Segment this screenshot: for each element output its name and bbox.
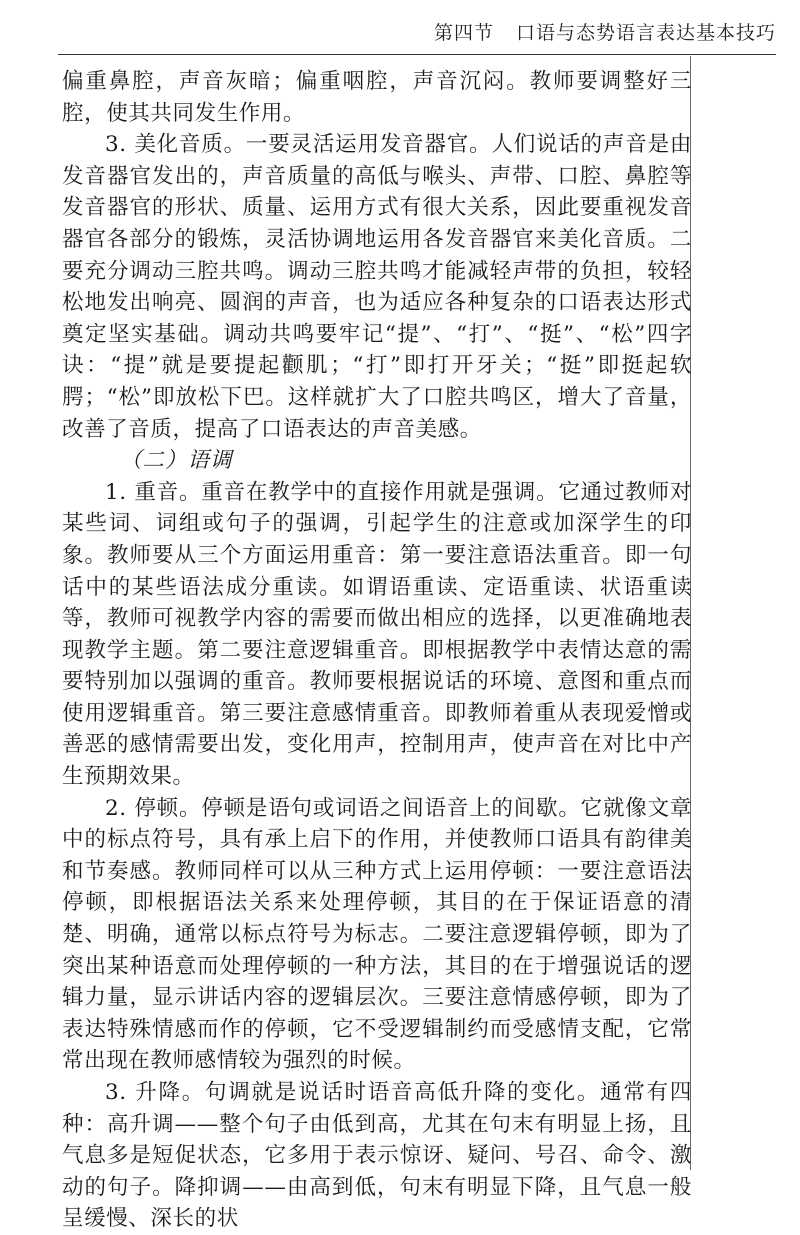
page-body <box>62 66 692 1235</box>
header-rule <box>58 54 776 55</box>
paragraph-rise-fall: 3. 升降。句调就是说话时语音高低升降的变化。通常有四种：高升调——整个句子由低到高，尤其在句末有明显上扬，且气息多是短促状态，它多用于表示惊讶、疑问、号召、命令、激动的句子。降抑调——由高到低，句末有明显下降，且气息一般呈缓慢、深长的状 <box>62 1080 692 1232</box>
section-title: 口语与态势语言表达基本技巧 <box>515 22 776 44</box>
page-header <box>0 0 800 56</box>
subheading-intonation: （二）语调 <box>120 448 233 474</box>
paragraph-pause: 2. 停顿。停顿是语句或词语之间语音上的间歇。它就像文章中的标点符号，具有承上启下的作用，并使教师口语具有韵律美和节奏感。教师同样可以从三种方式上运用停顿：一要注意语法停顿，即根据语法关系来处理停顿，其目的在于保证语意的清楚、明确，通常以标点符号为标志。二要注意逻辑停顿，即为了突出某种语意而处理停顿的一种方法，其目的在于增强说话的逻辑力量，显示讲话内容的逻辑层次。三要注意情感停顿，即为了表达特殊情感而作的停顿，它不受逻辑制约而受感情支配，它常常出现在教师感情较为强烈的时候。 <box>62 795 692 1074</box>
paragraph-stress: 1. 重音。重音在教学中的直接作用就是强调。它通过教师对某些词、词组或句子的强调，引起学生的注意或加深学生的印象。教师要从三个方面运用重音：第一要注意语法重音。即一句话中的某些语法成分重读。如谓语重读、定语重读、状语重读等，教师可视教学内容的需要而做出相应的选择，以更准确地表现教学主题。第二要注意逻辑重音。即根据教学中表情达意的需要特别加以强调的重音。教师要根据说话的环境、意图和重点而使用逻辑重音。第三要注意感情重音。即教师着重从表现爱憎或善恶的感情需要出发，变化用声，控制用声，使声音在对比中产生预期效果。 <box>62 479 692 790</box>
section-number: 第四节 <box>433 22 494 44</box>
paragraph-continuation: 偏重鼻腔，声音灰暗；偏重咽腔，声音沉闷。教师要调整好三腔，使其共同发生作用。 <box>62 69 692 126</box>
paragraph-beautify-voice: 3. 美化音质。一要灵活运用发音器官。人们说话的声音是由发音器官发出的，声音质量的高低与喉头、声带、口腔、鼻腔等发音器官的形状、质量、运用方式有很大关系，因此要重视发音器官各部分的锻炼，灵活协调地运用各发音器官来美化音质。二要充分调动三腔共鸣。调动三腔共鸣才能减轻声带的负担，较轻松地发出响亮、圆润的声音，也为适应各种复杂的口语表达形式奠定坚实基础。调动共鸣要牢记“提”、“打”、“挺”、“松”四字诀：“提”就是要提起颧肌；“打”即打开牙关；“挺”即挺起软腭；“松”即放松下巴。这样就扩大了口腔共鸣区，增大了音量，改善了音质，提高了口语表达的声音美感。 <box>62 132 692 442</box>
running-header <box>434 18 776 45</box>
